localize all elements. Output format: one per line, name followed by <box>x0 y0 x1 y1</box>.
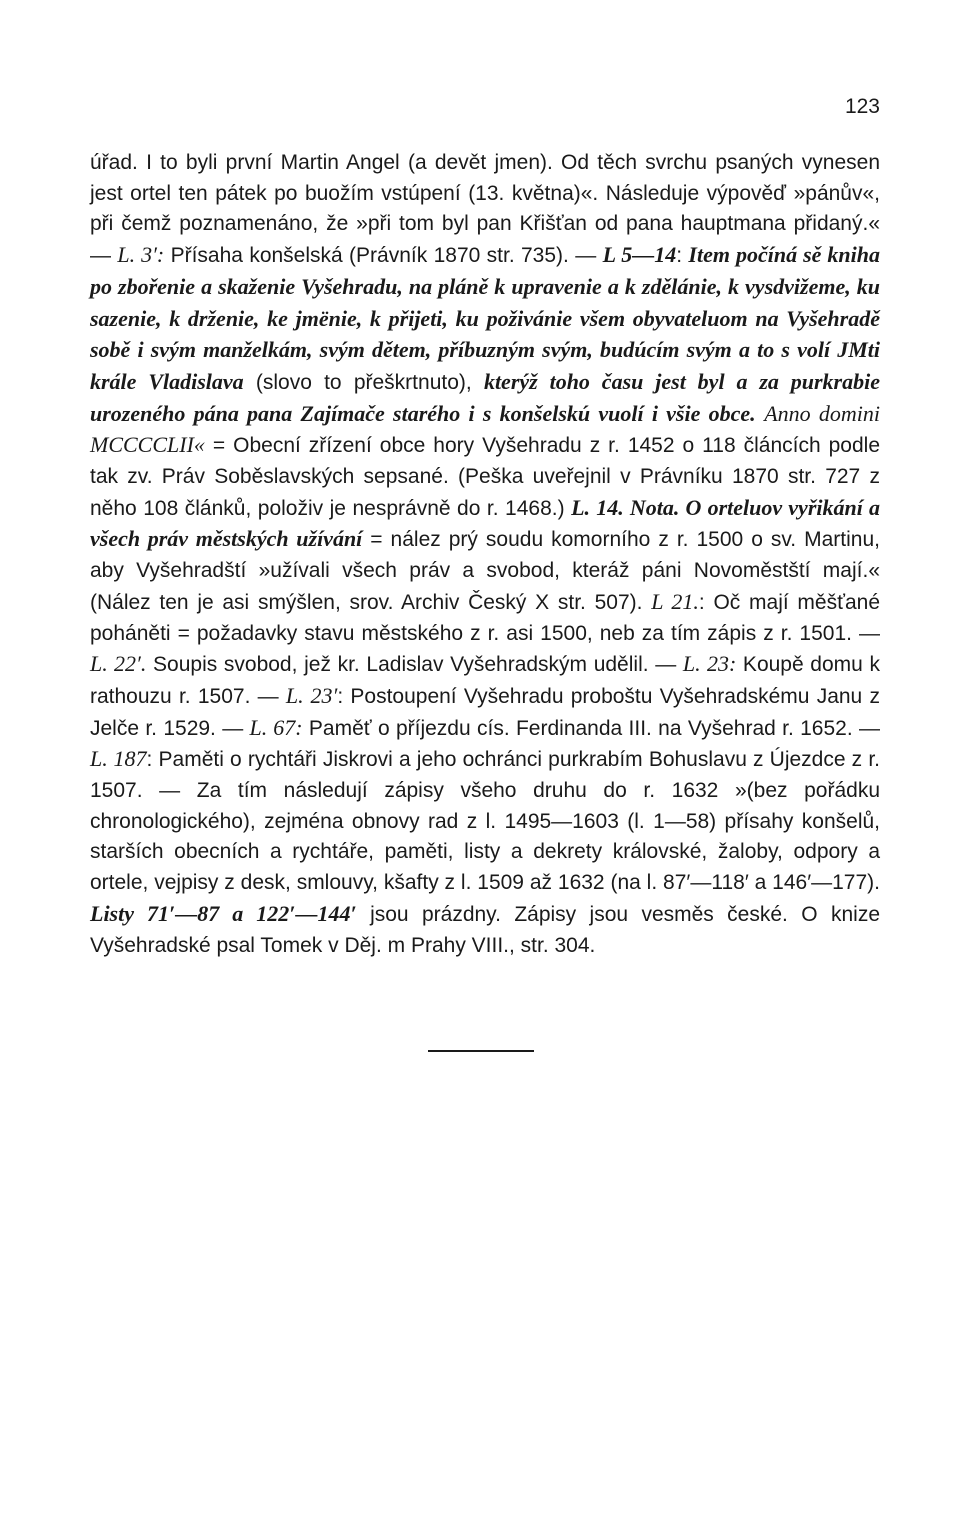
quoted-latin: Anno domini MCCCCLII« <box>90 400 880 458</box>
text-segment: Soupis svobod, jež kr. Ladislav Vyšehradským udělil. — <box>146 653 683 677</box>
folio-reference: L. 23: <box>682 651 737 677</box>
text-segment: : Postoupení Vyšehradu proboštu Vyšehradskému Janu z Jelče r. 1529. — <box>90 684 880 740</box>
folio-reference: L. 23′ <box>285 682 338 708</box>
folio-reference: L 21. <box>651 588 699 614</box>
quoted-old-czech: L. 14. Nota. O orteluov vyřikání a všech práv městských užívání <box>90 494 880 552</box>
text-segment: úřad. I to byli první Martin Angel (a devět jmen). Od těch svrchu psaných vynesen jest ortel ten pátek po buožím vstúpení (13. května)«. Následuje výpověď »pánův«, při čemž poznamenáno, že »při tom byl pan Křišťan od pana hauptmana přidaný.« — <box>90 151 880 268</box>
text-segment: = nález prý soudu komorního z r. 1500 o sv. Martinu, aby Vyšehradští »užívali všech práv a svobod, kteráž páni Novoměstští mají.« (Nález ten je asi smýšlen, srov. Archiv Český X str. 507). <box>90 528 880 614</box>
folio-reference: L. 67: <box>249 714 303 740</box>
page-number: 123 <box>844 95 880 118</box>
end-rule <box>428 1050 534 1052</box>
folio-reference: L 5—14 <box>602 242 677 268</box>
folio-reference: L. 22′. <box>90 651 147 677</box>
text-segment: = Obecní zřízení obce hory Vyšehradu z r. 1452 o 118 článcích podle tak zv. Práv Soběslavských sepsané. (Peška uveřejnil v Právníku 1870 str. 727 z něho 108 článků, položiv je nesprávně do r. 1468.) <box>90 434 880 520</box>
text-segment: : Paměti o rychtáři Jiskrovi a jeho ochránci purkrabím Bohuslavu z Újezdce z r. 1507. — Za tím následují zápisy všeho druhu do r. 1632 »(bez pořádku chronologického), zejména obnovy rad z l. 1495—1603 (l. 1—58) přísahy konšelů, starších obecních a rychtáře, paměti, listy a dekrety královské, žaloby, odpory a ortele, vejpisy z desk, smlouvy, kšafty z l. 1509 až 1632 (na l. 87′—118′ a 146′—177). <box>90 748 880 895</box>
quoted-old-czech: kterýž toho času jest byl a za purkrabie urozeného pána pana Zajímače starého i s konšelskú vuolí i všie obce. <box>90 368 880 426</box>
text-segment: (slovo to přeškrtnuto), <box>243 370 484 394</box>
text-segment: Koupě domu k rathouzu r. 1507. — <box>90 653 880 708</box>
text-segment: Přísaha konšelská (Právník 1870 str. 735). — <box>164 244 603 268</box>
text-segment: : Oč mají měšťané poháněti = požadavky stavu městského z r. asi 1500, neb za tím zápis z r. 1501. — <box>90 590 881 645</box>
text-segment: Paměť o příjezdu cís. Ferdinanda III. na Vyšehrad r. 1652. — <box>302 716 880 740</box>
text-segment <box>756 403 765 426</box>
quoted-old-czech: Item počíná sě kniha po zbořenie a skaženie Vyšehradu, na pláně k upravenie a k zdělánie, k vysdvižeme, ku sazenie, k drženie, ke jmënie, k přijeti, ku poživánie všem obyvateluom na Vyšehradě sobě i svým manželkám, svým dětem, příbuzným svým, budúcím svým a to s volí JMti krále Vladislava <box>90 242 881 394</box>
folio-reference: Listy 71′—87 a 122′—144′ <box>90 900 357 926</box>
folio-reference: L. 3′: <box>117 242 165 268</box>
folio-reference: L. 187 <box>90 746 147 772</box>
text-segment: jsou prázdny. Zápisy jsou vesměs české. O knize Vyšehradské psal Tomek v Děj. m Prahy VIII., str. 304. <box>90 902 880 957</box>
body-paragraph <box>90 148 880 961</box>
text-segment: : <box>676 244 689 268</box>
